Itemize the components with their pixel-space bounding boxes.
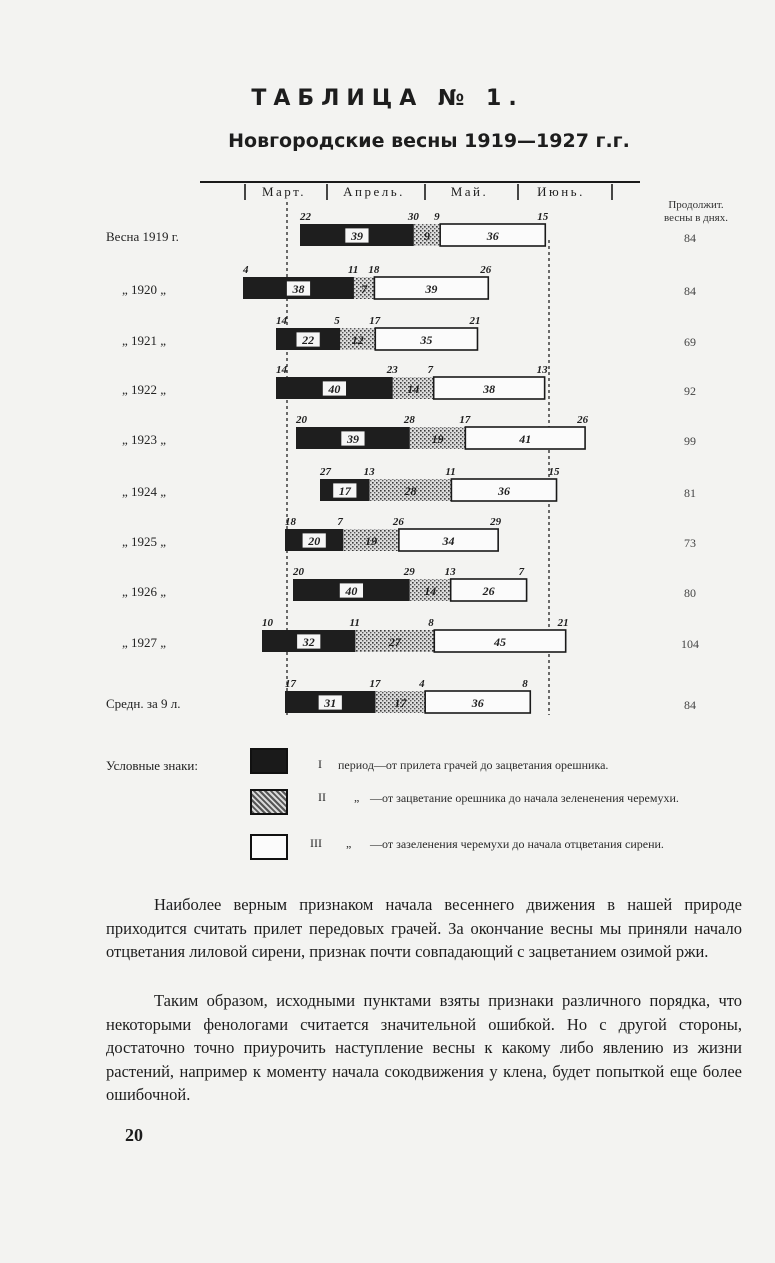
- legend-item-dash: „: [346, 836, 352, 850]
- date-label-1: 23: [386, 364, 398, 376]
- date-label-start: 10: [262, 617, 273, 629]
- bar-value-period-3: 34: [442, 534, 455, 548]
- date-label-start: 22: [300, 211, 311, 223]
- date-label-2: 7: [427, 364, 434, 376]
- date-label-start: 17: [285, 678, 296, 690]
- page-number: 20: [125, 1125, 143, 1145]
- duration-value: 104: [681, 637, 699, 651]
- date-label-2: 17: [459, 414, 471, 426]
- date-label-1: 17: [369, 678, 381, 690]
- bar-value-period-2: 17: [394, 696, 407, 710]
- body-paragraph-1: [106, 893, 742, 964]
- spring-timeline-chart: [0, 170, 775, 745]
- date-label-end: 13: [536, 364, 548, 376]
- bar-value-period-2: 19: [431, 432, 444, 446]
- bar-value-period-1: 17: [338, 484, 351, 498]
- row-label: „ 1921 „: [122, 333, 167, 348]
- bar-value-period-1: 39: [350, 229, 363, 243]
- date-label-end: 15: [548, 466, 560, 478]
- bar-value-period-2: 14: [407, 382, 420, 396]
- row-label: Средн. за 9 л.: [106, 696, 181, 711]
- date-label-1: 7: [337, 516, 343, 528]
- date-label-1: 29: [403, 566, 415, 578]
- bar-value-period-1: 20: [308, 534, 321, 548]
- legend-item-text: период—от прилета грачей до зацветания орешника.: [338, 758, 609, 772]
- bar-value-period-2: 9: [424, 229, 431, 243]
- month-label: Март.: [261, 184, 307, 199]
- date-label-end: 8: [522, 678, 528, 690]
- row-label: „ 1922 „: [122, 382, 167, 397]
- duration-value: 73: [684, 536, 696, 550]
- bar-value-period-2: 28: [404, 484, 417, 498]
- bar-value-period-1: 32: [302, 635, 315, 649]
- date-label-end: 15: [537, 211, 549, 223]
- bar-value-period-1: 38: [292, 282, 305, 296]
- date-label-1: 30: [407, 211, 419, 223]
- legend-swatch-period-3: [250, 834, 288, 860]
- row-label: „ 1926 „: [122, 584, 167, 599]
- legend-item-dash: „: [354, 790, 360, 804]
- row-label: „ 1927 „: [122, 635, 167, 650]
- bar-value-period-3: 45: [493, 635, 506, 649]
- bar-value-period-3: 38: [483, 382, 496, 396]
- date-label-start: 14: [276, 315, 287, 327]
- body-paragraph-text: Таким образом, исходными пунктами взяты признаки различного порядка, что некоторыми фенологами считается значительной ошибкой. Но с другой стороны, достаточно точно приурочить наступление весны к какому либо явлению из жизни растений, например к моменту начала сокодвижения у клена, будет попыткой еще более ошибочной.: [106, 991, 742, 1104]
- row-label: „ 1923 „: [122, 432, 167, 447]
- body-paragraph-text: Наиболее верным признаком начала весеннего движения в нашей природе приходится считать прилет передовых грачей. За окончание весны мы приняли начало отцветания лиловой сирени, признак почти совпадающий с зацветанием озимой ржи.: [106, 895, 742, 961]
- row-label: „ 1924 „: [122, 484, 167, 499]
- duration-value: 81: [684, 486, 696, 500]
- bar-value-period-2: 7: [361, 282, 368, 296]
- row-label: „ 1920 „: [122, 282, 167, 297]
- date-label-start: 14: [276, 364, 287, 376]
- date-label-1: 28: [403, 414, 415, 426]
- date-label-start: 27: [320, 466, 331, 478]
- duration-value: 84: [684, 698, 696, 712]
- date-label-start: 18: [285, 516, 296, 528]
- date-label-1: 11: [349, 617, 360, 629]
- date-label-2: 9: [434, 211, 440, 223]
- month-label: Май.: [450, 184, 489, 199]
- date-label-2: 26: [392, 516, 404, 528]
- bar-value-period-3: 35: [420, 333, 433, 347]
- date-label-start: 20: [296, 414, 307, 426]
- duration-header: Продолжит.: [668, 199, 724, 211]
- bar-value-period-3: 41: [519, 432, 532, 446]
- bar-value-period-1: 40: [345, 584, 358, 598]
- legend-title: Условные знаки:: [106, 758, 198, 773]
- date-label-2: 18: [368, 264, 380, 276]
- legend-item-num: I: [318, 757, 322, 771]
- date-label-2: 13: [444, 566, 456, 578]
- month-label: Апрель.: [343, 184, 405, 199]
- bar-value-period-3: 26: [482, 584, 495, 598]
- table-subtitle: Новгородские весны 1919—1927 г.г.: [228, 130, 630, 152]
- date-label-1: 5: [334, 315, 340, 327]
- date-label-2: 17: [369, 315, 381, 327]
- legend-item-text: —от зазеленения черемухи до начала отцветания сирени.: [370, 837, 664, 851]
- date-label-2: 4: [419, 678, 425, 690]
- duration-value: 80: [684, 586, 696, 600]
- bar-value-period-3: 36: [486, 229, 499, 243]
- bar-value-period-2: 14: [424, 584, 437, 598]
- legend-item-num: III: [310, 836, 322, 850]
- bar-value-period-1: 39: [346, 432, 359, 446]
- bar-value-period-3: 36: [471, 696, 484, 710]
- date-label-1: 13: [363, 466, 375, 478]
- bar-value-period-1: 40: [328, 382, 341, 396]
- legend-swatch-period-1: [250, 748, 288, 774]
- bar-value-period-1: 31: [324, 696, 337, 710]
- date-label-end: 26: [480, 264, 492, 276]
- bar-value-period-3: 36: [497, 484, 510, 498]
- date-label-start: 4: [243, 264, 249, 276]
- date-label-end: 21: [557, 617, 569, 629]
- duration-value: 92: [684, 384, 696, 398]
- duration-value: 84: [684, 231, 696, 245]
- date-label-end: 26: [577, 414, 589, 426]
- date-label-1: 11: [347, 264, 359, 276]
- duration-value: 84: [684, 284, 696, 298]
- legend-swatch-period-2: [250, 789, 288, 815]
- date-label-2: 11: [445, 466, 456, 478]
- bar-value-period-3: 39: [425, 282, 438, 296]
- legend-item-num: II: [318, 790, 326, 804]
- body-paragraph-2: [106, 989, 742, 1107]
- row-label: Весна 1919 г.: [106, 229, 179, 244]
- duration-value: 99: [684, 434, 696, 448]
- duration-value: 69: [684, 335, 696, 349]
- bar-value-period-2: 12: [351, 333, 364, 347]
- month-label: Июнь.: [537, 184, 585, 199]
- date-label-end: 21: [469, 315, 481, 327]
- duration-header: весны в днях.: [664, 212, 728, 224]
- row-label: „ 1925 „: [122, 534, 167, 549]
- bar-value-period-2: 19: [365, 534, 378, 548]
- date-label-2: 8: [428, 617, 434, 629]
- bar-value-period-1: 22: [302, 333, 315, 347]
- table-title: ТАБЛИЦА № 1.: [251, 86, 524, 111]
- legend-item-text: —от зацветание орешника до начала зелененения черемухи.: [370, 791, 679, 805]
- date-label-start: 20: [293, 566, 304, 578]
- date-label-end: 29: [490, 516, 502, 528]
- date-label-end: 7: [518, 566, 525, 578]
- bar-value-period-2: 27: [388, 635, 401, 649]
